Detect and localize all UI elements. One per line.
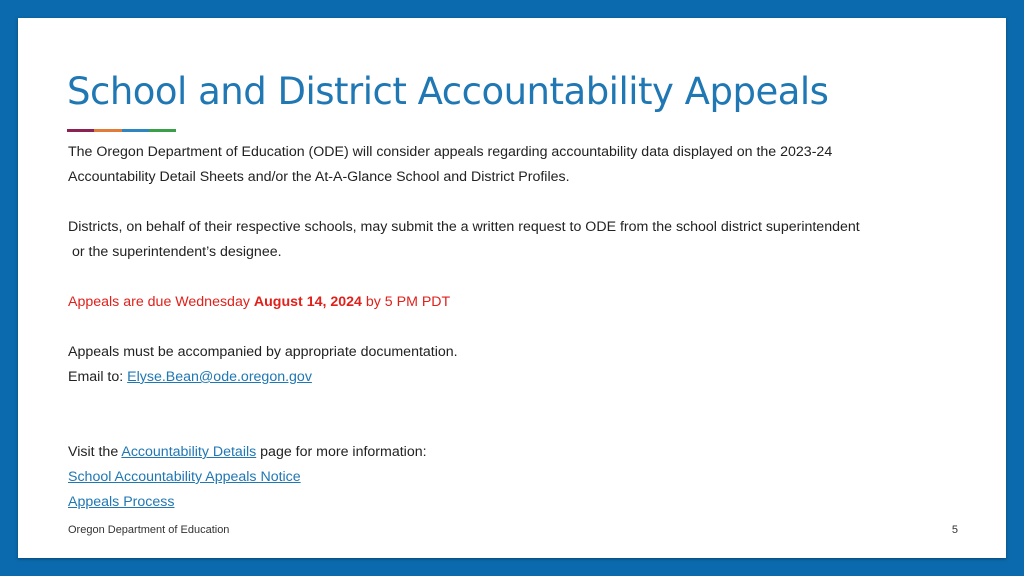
- due-suffix: by 5 PM PDT: [361, 294, 451, 310]
- accountability-details-link[interactable]: Accountability Details: [121, 444, 257, 460]
- documentation-text: Appeals must be accompanied by appropriate documentation.: [68, 344, 458, 360]
- appeals-process-link[interactable]: Appeals Process: [68, 494, 175, 510]
- accent-segment-3: [122, 129, 149, 132]
- districts-text-line-1: Districts, on behalf of their respective schools, may submit the a written request to ODE from the school district superintendent: [68, 219, 860, 235]
- slide-body: [68, 140, 968, 515]
- accent-segment-2: [94, 129, 121, 132]
- visit-suffix: page for more information:: [256, 444, 427, 460]
- title-accent-bar: [67, 129, 176, 132]
- due-date-notice: [68, 290, 968, 315]
- email-link[interactable]: Elyse.Bean@ode.oregon.gov: [127, 369, 312, 385]
- intro-text-line-2: Accountability Detail Sheets and/or the At-A-Glance School and District Profiles.: [68, 169, 570, 185]
- intro-text-line-1: The Oregon Department of Education (ODE) will consider appeals regarding accountability data displayed on the 2023-24: [68, 144, 833, 160]
- districts-text-line-2: or the superintendent’s designee.: [72, 244, 282, 260]
- notice-line: [68, 465, 968, 490]
- page-number: 5: [951, 524, 958, 536]
- due-date: August 14, 2024: [253, 294, 362, 310]
- due-prefix: Appeals are due Wednesday: [68, 294, 254, 310]
- appeals-notice-link[interactable]: School Accountability Appeals Notice: [68, 469, 301, 485]
- email-line: [68, 365, 968, 390]
- visit-line: [68, 440, 968, 465]
- process-line: [68, 490, 968, 515]
- slide: [18, 18, 1006, 558]
- page-title: School and District Accountability Appeals: [67, 70, 829, 113]
- accent-segment-4: [149, 129, 176, 132]
- email-label: Email to:: [68, 369, 128, 385]
- footer-organization: Oregon Department of Education: [68, 524, 230, 536]
- visit-prefix: Visit the: [68, 444, 122, 460]
- accent-segment-1: [67, 129, 94, 132]
